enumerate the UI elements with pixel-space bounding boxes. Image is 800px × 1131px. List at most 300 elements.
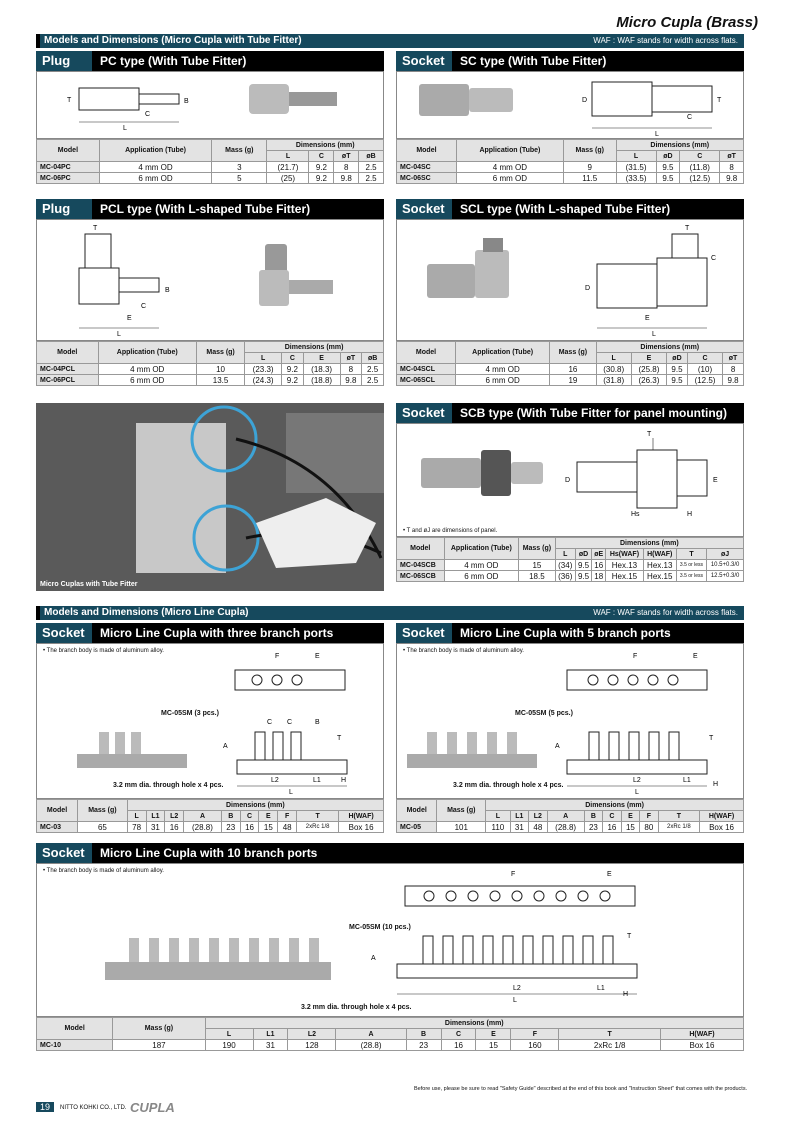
col-header: Mass (g): [519, 538, 556, 560]
col-header: Model: [397, 342, 456, 364]
drawing-part: L2: [271, 777, 279, 784]
drawing-part: [629, 732, 639, 760]
col-header: F: [640, 811, 658, 822]
col-header: øJ: [707, 549, 744, 560]
drawing-part: [503, 936, 513, 964]
scb-drawing: [397, 424, 743, 524]
drawing-part: [589, 732, 599, 760]
drawing-part: T: [627, 933, 632, 940]
col-header: T: [658, 811, 699, 822]
col-header: Mass (g): [78, 800, 128, 822]
table-cell: (12.5): [680, 173, 720, 184]
drawing-part: B: [184, 98, 189, 105]
table-cell: (21.7): [267, 162, 309, 173]
drawing-part: [592, 82, 652, 116]
drawing-part: [255, 732, 265, 760]
drawing-part: [487, 732, 497, 754]
table-cell: MC-06SC: [397, 173, 457, 184]
table-cell: 23: [221, 822, 240, 833]
drawing-part: [189, 938, 199, 962]
table-cell: (23.3): [245, 364, 282, 375]
drawing-part: E: [127, 315, 132, 322]
drawing-part: L: [635, 789, 639, 796]
drawing-part: [397, 538, 744, 549]
section-heading: Micro Line Cupla with 5 branch ports: [460, 626, 671, 640]
table-cell: Hex.15: [606, 571, 644, 582]
photo-illustration: [36, 403, 384, 591]
mc10-header: [36, 843, 744, 863]
col-header: C: [687, 353, 722, 364]
mc10-spec-table: [36, 1017, 744, 1051]
col-header: L1: [253, 1029, 288, 1040]
col-header: C: [441, 1029, 476, 1040]
drawing-part: F: [633, 653, 638, 660]
scl-drawing-box: [396, 219, 744, 341]
drawing-part: L: [513, 997, 517, 1004]
table-cell: MC-06SCL: [397, 375, 456, 386]
drawing-part: [577, 462, 637, 492]
col-header: Mass (g): [563, 140, 616, 162]
table-cell: 9.2: [309, 173, 334, 184]
drawing-part: [511, 462, 543, 484]
table-cell: 3: [212, 162, 267, 173]
pcl-header: [36, 199, 384, 219]
footer-note: Before use, please be sure to read "Safety Guide" described at the end of this book and "Instruction Sheet" that comes with the products.: [414, 1086, 748, 1092]
table-cell: 4 mm OD: [444, 560, 519, 571]
table-cell: 16: [603, 822, 621, 833]
table-cell: 78: [127, 822, 146, 833]
col-header: Model: [37, 140, 100, 162]
table-row: [397, 375, 744, 386]
drawing-part: T: [647, 431, 652, 438]
note: • The branch body is made of aluminum alloy.: [43, 648, 164, 654]
table-cell: 9.5: [667, 375, 688, 386]
table-cell: (28.8): [336, 1040, 406, 1051]
table-cell: (28.8): [184, 822, 222, 833]
drawing-part: B: [165, 287, 170, 294]
table-cell: 16: [441, 1040, 476, 1051]
col-header: Dimensions (mm): [486, 800, 744, 811]
section-title: Models and Dimensions (Micro Cupla with Tube Fitter): [44, 35, 302, 46]
table-cell: 190: [205, 1040, 253, 1051]
drawing-part: L1: [683, 777, 691, 784]
drawing-part: [397, 140, 744, 151]
table-cell: (31.5): [616, 162, 656, 173]
sc-drawing-box: [396, 71, 744, 139]
table-cell: MC-04SCB: [397, 560, 445, 571]
table-cell: 31: [146, 822, 165, 833]
section-bar: [36, 34, 744, 48]
table-cell: 6 mm OD: [456, 173, 563, 184]
table-row: [37, 173, 384, 184]
part-label: MC-05SM (5 pcs.): [515, 710, 573, 717]
hole-label: 3.2 mm dia. through hole x 4 pcs.: [113, 782, 224, 789]
drawing-part: [397, 964, 637, 978]
col-header: øT: [340, 353, 362, 364]
scb-note: • T and øJ are dimensions of panel.: [403, 528, 498, 534]
drawing-part: L2: [513, 985, 521, 992]
col-header: A: [184, 811, 222, 822]
drawing-part: [139, 94, 179, 104]
col-header: H(WAF): [339, 811, 384, 822]
drawing-part: E: [693, 653, 698, 660]
drawing-part: [423, 936, 433, 964]
scb-drawing-box: [396, 423, 744, 537]
table-cell: 187: [113, 1040, 205, 1051]
drawing-part: [37, 1018, 744, 1029]
col-header: T: [559, 1029, 660, 1040]
col-header: B: [221, 811, 240, 822]
scl-drawing: [397, 220, 743, 340]
table-cell: Box 16: [660, 1040, 743, 1051]
table-cell: 80: [640, 822, 658, 833]
col-header: C: [282, 353, 304, 364]
drawing-part: [475, 250, 509, 298]
table-row: [37, 1040, 744, 1051]
table-cell: 9.8: [334, 173, 359, 184]
col-header: Dimensions (mm): [616, 140, 743, 151]
drawing-part: [131, 732, 141, 754]
table-cell: Box 16: [700, 822, 744, 833]
drawing-part: [273, 732, 283, 760]
drawing-part: [136, 423, 226, 573]
col-header: øT: [720, 151, 744, 162]
scb-header: [396, 403, 744, 423]
drawing-part: C: [711, 255, 717, 262]
drawing-part: T: [709, 735, 714, 742]
section-heading: SCB type (With Tube Fitter for panel mounting): [460, 406, 727, 420]
table-cell: MC-10: [37, 1040, 113, 1051]
section-heading: Micro Line Cupla with 10 branch ports: [100, 846, 318, 860]
drawing-part: [209, 938, 219, 962]
drawing-part: [397, 342, 744, 353]
col-header: øT: [334, 151, 359, 162]
drawing-part: [649, 732, 659, 760]
col-header: Mass (g): [113, 1018, 205, 1040]
table-cell: 4 mm OD: [456, 162, 563, 173]
table-cell: (18.3): [303, 364, 340, 375]
page-number: 19: [36, 1102, 54, 1112]
table-cell: Hex.13: [643, 560, 676, 571]
table-cell: MC-04PC: [37, 162, 100, 173]
drawing-part: B: [315, 719, 320, 726]
table-cell: 31: [510, 822, 528, 833]
brand-logo: CUPLA: [130, 1100, 175, 1115]
kind-label: Socket: [396, 199, 452, 219]
mc05-drawing-box: [396, 643, 744, 799]
drawing-part: H: [341, 777, 347, 784]
table-cell: Box 16: [339, 822, 384, 833]
col-header: Dimensions (mm): [205, 1018, 743, 1029]
drawing-part: [289, 280, 333, 294]
drawing-part: [443, 936, 453, 964]
drawing-part: Hs: [631, 511, 640, 518]
kind-label: Plug: [36, 51, 92, 71]
drawing-part: L2: [633, 777, 641, 784]
col-header: Model: [397, 140, 457, 162]
table-row: [37, 375, 384, 386]
drawing-part: T: [337, 735, 342, 742]
drawing-part: D: [582, 97, 588, 104]
table-cell: 2xRc 1/8: [658, 822, 699, 833]
table-row: [397, 173, 744, 184]
table-cell: 128: [288, 1040, 336, 1051]
table-cell: 8: [723, 364, 744, 375]
drawing-part: L1: [313, 777, 321, 784]
col-header: Model: [397, 800, 437, 822]
drawing-part: [463, 936, 473, 964]
table-cell: (10): [687, 364, 722, 375]
drawing-part: [269, 938, 279, 962]
table-cell: MC-06SCB: [397, 571, 445, 582]
table-cell: 2.5: [359, 162, 384, 173]
table-cell: Hex.15: [643, 571, 676, 582]
col-header: E: [621, 811, 639, 822]
table-cell: 15: [621, 822, 639, 833]
table-cell: 4 mm OD: [98, 364, 196, 375]
col-header: øB: [359, 151, 384, 162]
drawing-part: [37, 342, 384, 353]
note: • The branch body is made of aluminum alloy.: [403, 648, 524, 654]
drawing-part: C: [145, 111, 151, 118]
col-header: Mass (g): [196, 342, 244, 364]
drawing-part: [609, 732, 619, 760]
col-header: E: [259, 811, 278, 822]
drawing-part: [421, 458, 481, 488]
sc-header: [396, 51, 744, 71]
col-header: L2: [529, 811, 547, 822]
col-header: L: [127, 811, 146, 822]
col-header: L2: [288, 1029, 336, 1040]
drawing-part: L1: [597, 985, 605, 992]
drawing-part: L: [289, 789, 293, 796]
section-heading: Micro Line Cupla with three branch ports: [100, 626, 334, 640]
section-title: Models and Dimensions (Micro Line Cupla): [44, 607, 249, 618]
drawing-part: H: [623, 991, 629, 998]
drawing-part: A: [555, 743, 560, 750]
table-row: [397, 560, 744, 571]
table-cell: 23: [406, 1040, 441, 1051]
mc05-drawing: [397, 644, 743, 798]
table-cell: 9.2: [282, 375, 304, 386]
table-cell: 18: [592, 571, 606, 582]
kind-label: Socket: [396, 403, 452, 423]
drawing-part: [481, 450, 511, 496]
table-cell: 16: [592, 560, 606, 571]
table-cell: 15: [519, 560, 556, 571]
table-cell: (11.8): [680, 162, 720, 173]
table-cell: 10: [196, 364, 244, 375]
col-header: L: [486, 811, 510, 822]
drawing-part: [309, 938, 319, 962]
table-cell: 2.5: [362, 375, 384, 386]
drawing-part: [397, 800, 744, 811]
table-cell: MC-04SCL: [397, 364, 456, 375]
drawing-part: [289, 92, 337, 106]
drawing-part: [37, 140, 384, 151]
table-cell: (36): [555, 571, 575, 582]
table-cell: 15: [476, 1040, 511, 1051]
drawing-part: [637, 450, 677, 508]
table-cell: (33.5): [616, 173, 656, 184]
table-cell: 9.5: [575, 571, 591, 582]
col-header: Model: [37, 342, 99, 364]
pcl-drawing-box: [36, 219, 384, 341]
drawing-part: [119, 278, 159, 292]
pc-drawing: [37, 72, 383, 138]
drawing-part: [37, 800, 384, 811]
col-header: Model: [397, 538, 445, 560]
scl-header: [396, 199, 744, 219]
drawing-part: [105, 962, 331, 980]
table-cell: 2xRc 1/8: [559, 1040, 660, 1051]
table-row: [397, 364, 744, 375]
drawing-part: [115, 732, 125, 754]
col-header: Dimensions (mm): [245, 342, 384, 353]
drawing-part: [149, 938, 159, 962]
table-cell: (12.5): [687, 375, 722, 386]
col-header: Dimensions (mm): [267, 140, 384, 151]
table-cell: 16: [550, 364, 596, 375]
drawing-part: [79, 88, 139, 110]
table-cell: 6 mm OD: [98, 375, 196, 386]
table-row: [37, 162, 384, 173]
drawing-part: [567, 760, 707, 774]
mc05-spec-table: [396, 799, 744, 833]
drawing-part: [427, 732, 437, 754]
table-cell: 160: [511, 1040, 559, 1051]
drawing-part: L: [655, 131, 659, 138]
col-header: F: [511, 1029, 559, 1040]
col-header: C: [603, 811, 621, 822]
waf-note: WAF : WAF stands for width across flats.: [593, 36, 738, 45]
drawing-part: [447, 732, 457, 754]
col-header: L: [205, 1029, 253, 1040]
table-row: [37, 364, 384, 375]
table-cell: 6 mm OD: [444, 571, 519, 582]
table-cell: 9.5: [656, 173, 680, 184]
col-header: B: [584, 811, 602, 822]
drawing-part: C: [141, 303, 147, 310]
col-header: H(WAF): [643, 549, 676, 560]
drawing-part: [543, 936, 553, 964]
table-cell: 9.8: [720, 173, 744, 184]
table-cell: 4 mm OD: [99, 162, 211, 173]
table-cell: MC-05: [397, 822, 437, 833]
drawing-part: D: [585, 285, 591, 292]
drawing-part: F: [275, 653, 280, 660]
col-header: C: [309, 151, 334, 162]
table-cell: 10.5+0.3/0: [707, 560, 744, 571]
mc03-drawing-box: [36, 643, 384, 799]
table-cell: 2xRc 1/8: [297, 822, 339, 833]
drawing-part: [237, 760, 347, 774]
table-cell: 31: [253, 1040, 288, 1051]
mc03-drawing: [37, 644, 383, 798]
drawing-part: [507, 732, 517, 754]
drawing-part: H: [687, 511, 693, 518]
table-cell: MC-03: [37, 822, 78, 833]
table-cell: 3.5 or less: [676, 571, 706, 582]
table-cell: 48: [278, 822, 297, 833]
drawing-part: [583, 936, 593, 964]
pc-header: [36, 51, 384, 71]
drawing-part: [419, 84, 469, 116]
col-header: E: [303, 353, 340, 364]
table-cell: 13.5: [196, 375, 244, 386]
drawing-part: T: [717, 97, 722, 104]
table-cell: (34): [555, 560, 575, 571]
drawing-part: L: [117, 331, 121, 338]
drawing-part: [427, 264, 475, 298]
col-header: L: [596, 353, 631, 364]
drawing-part: [85, 234, 111, 268]
page-title: Micro Cupla (Brass): [616, 14, 758, 31]
table-row: [37, 822, 384, 833]
table-cell: 18.5: [519, 571, 556, 582]
drawing-part: [249, 938, 259, 962]
drawing-part: [523, 936, 533, 964]
drawing-part: [259, 270, 289, 306]
table-cell: 8: [720, 162, 744, 173]
table-cell: 11.5: [563, 173, 616, 184]
drawing-part: E: [713, 477, 718, 484]
table-cell: (25): [267, 173, 309, 184]
col-header: A: [547, 811, 584, 822]
col-header: H(WAF): [660, 1029, 743, 1040]
table-cell: MC-04PCL: [37, 364, 99, 375]
table-cell: 48: [529, 822, 547, 833]
table-cell: 15: [259, 822, 278, 833]
drawing-part: D: [565, 477, 571, 484]
pc-spec-table: [36, 139, 384, 184]
drawing-part: [229, 938, 239, 962]
col-header: L1: [510, 811, 528, 822]
col-header: A: [336, 1029, 406, 1040]
section-heading: PC type (With Tube Fitter): [100, 54, 247, 68]
mc05-header: [396, 623, 744, 643]
col-header: øE: [592, 549, 606, 560]
col-header: Dimensions (mm): [555, 538, 743, 549]
drawing-part: [99, 732, 109, 754]
drawing-part: T: [67, 97, 72, 104]
table-cell: 9.5: [656, 162, 680, 173]
table-cell: 110: [486, 822, 510, 833]
table-cell: 8: [340, 364, 362, 375]
col-header: Application (Tube): [98, 342, 196, 364]
product-photo: [36, 403, 384, 591]
table-cell: 9.8: [723, 375, 744, 386]
hole-label: 3.2 mm dia. through hole x 4 pcs.: [301, 1004, 412, 1011]
kind-label: Socket: [396, 623, 452, 643]
drawing-part: [603, 936, 613, 964]
col-header: L: [616, 151, 656, 162]
drawing-part: [467, 732, 477, 754]
drawing-part: C: [267, 719, 273, 726]
col-header: C: [680, 151, 720, 162]
table-cell: 101: [437, 822, 486, 833]
col-header: T: [297, 811, 339, 822]
part-label: MC-05SM (3 pcs.): [161, 710, 219, 717]
drawing-part: E: [645, 315, 650, 322]
drawing-part: F: [511, 871, 516, 878]
col-header: B: [406, 1029, 441, 1040]
col-header: Dimensions (mm): [127, 800, 383, 811]
table-cell: 9.5: [667, 364, 688, 375]
drawing-part: [407, 754, 537, 768]
scb-spec-table: [396, 537, 744, 582]
pc-drawing-box: [36, 71, 384, 139]
